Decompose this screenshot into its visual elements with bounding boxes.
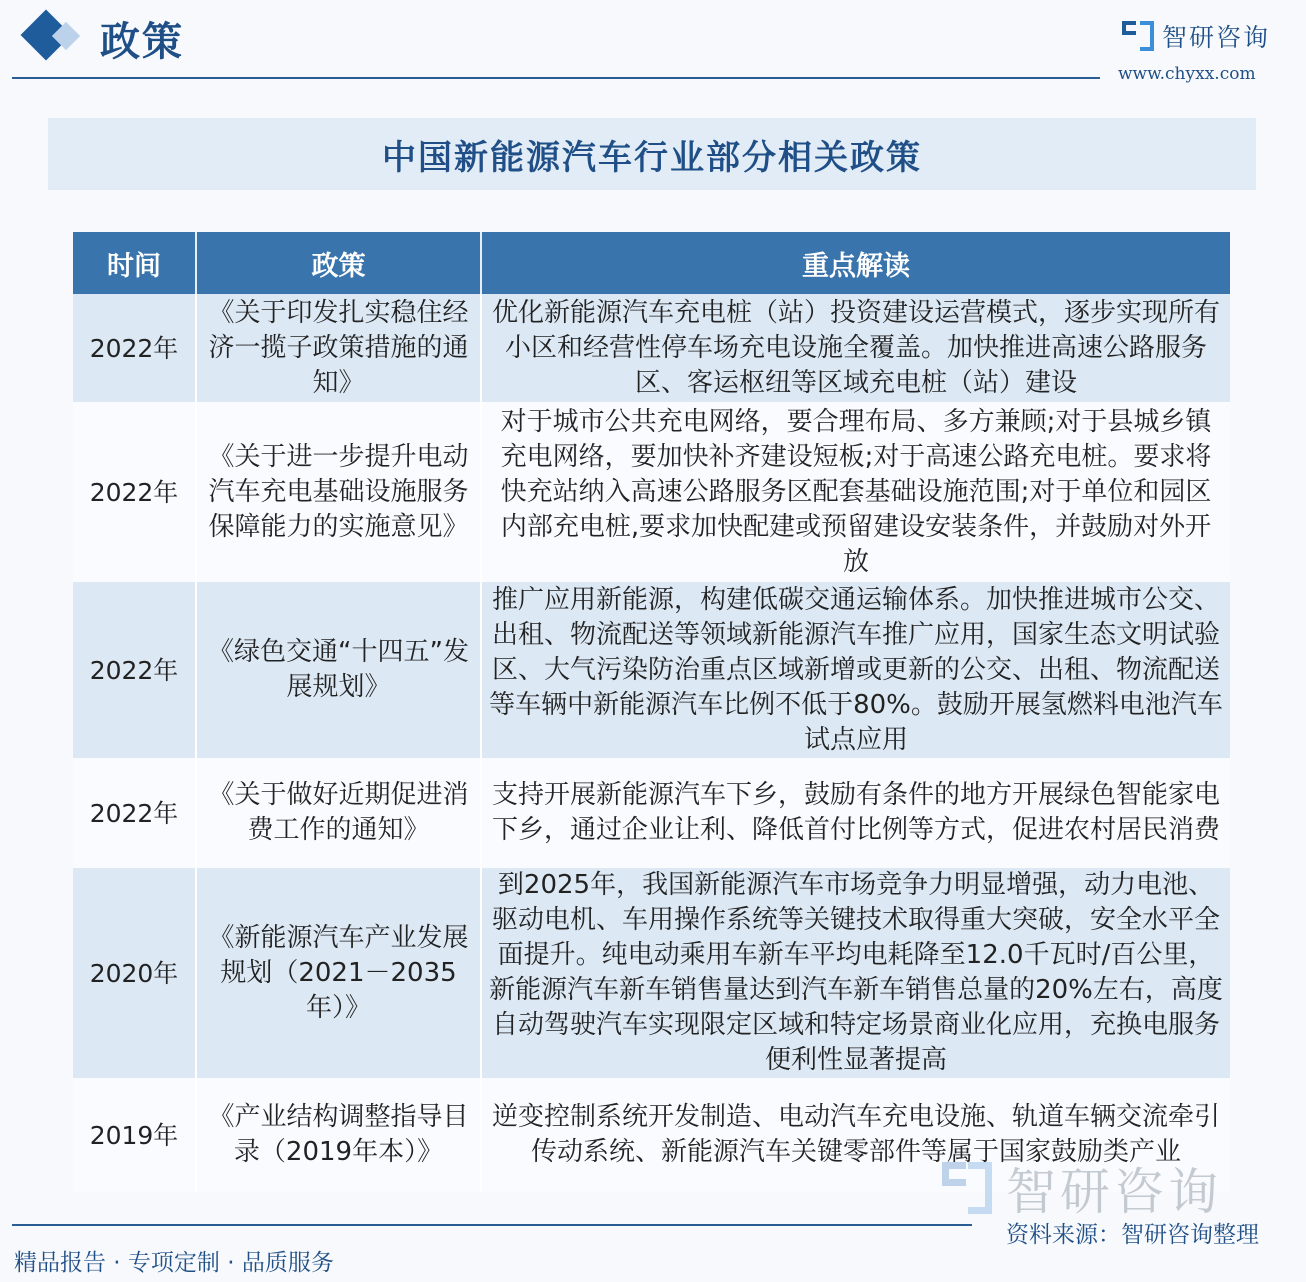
table-row: [73, 758, 1230, 868]
cell-summary: 支持开展新能源汽车下乡，鼓励有条件的地方开展绿色智能家电下乡，通过企业让利、降低首付比例等方式，促进农村居民消费: [481, 758, 1230, 868]
table-row: [73, 868, 1230, 1078]
cell-policy: 《绿色交通“十四五”发展规划》: [196, 582, 481, 758]
cell-policy: 《关于进一步提升电动汽车充电基础设施服务保障能力的实施意见》: [196, 402, 481, 582]
website-url: www.chyxx.com: [1118, 64, 1256, 84]
table-title: 中国新能源汽车行业部分相关政策: [382, 137, 922, 178]
cell-summary: 到2025年，我国新能源汽车市场竞争力明显增强，动力电池、驱动电机、车用操作系统等关键技术取得重大突破，安全水平全面提升。纯电动乘用车新车平均电耗降至12.0千瓦时/百公里，新能源汽车新车销售量达到汽车新车销售总量的20%左右，高度自动驾驶汽车实现限定区域和特定场景商业化应用，充换电服务便利性显著提高: [481, 868, 1230, 1078]
watermark-mark-icon: [942, 1162, 992, 1214]
watermark-logo: [942, 1152, 1222, 1224]
cell-year: 2020年: [73, 868, 196, 1078]
table-row: [73, 294, 1230, 402]
cell-policy: 《产业结构调整指导目录（2019年本）》: [196, 1078, 481, 1192]
cell-summary: 推广应用新能源，构建低碳交通运输体系。加快推进城市公交、出租、物流配送等领域新能源汽车推广应用，国家生态文明试验区、大气污染防治重点区域新增或更新的公交、出租、物流配送等车辆中新能源汽车比例不低于80%。鼓励开展氢燃料电池汽车试点应用: [481, 582, 1230, 758]
cell-policy: 《关于印发扎实稳住经济一揽子政策措施的通知》: [196, 294, 481, 402]
cell-year: 2022年: [73, 758, 196, 868]
cell-year: 2022年: [73, 294, 196, 402]
title-banner: [48, 118, 1256, 190]
cell-year: 2019年: [73, 1078, 196, 1192]
cell-policy: 《新能源汽车产业发展规划（2021－2035年）》: [196, 868, 481, 1078]
policy-table: [73, 232, 1230, 1192]
brand-logo: [1122, 18, 1270, 54]
table-row: [73, 582, 1230, 758]
cell-year: 2022年: [73, 402, 196, 582]
column-header-summary: 重点解读: [481, 232, 1230, 294]
footer-slogan: 精品报告 · 专项定制 · 品质服务: [14, 1250, 334, 1276]
cell-summary: 优化新能源汽车充电桩（站）投资建设运营模式，逐步实现所有小区和经营性停车场充电设施全覆盖。加快推进高速公路服务区、客运枢纽等区域充电桩（站）建设: [481, 294, 1230, 402]
section-title: 政策: [100, 19, 184, 65]
cell-summary: 逆变控制系统开发制造、电动汽车充电设施、轨道车辆交流牵引传动系统、新能源汽车关键零部件等属于国家鼓励类产业: [481, 1078, 1230, 1192]
cell-policy: 《关于做好近期促进消费工作的通知》: [196, 758, 481, 868]
footer-divider: [12, 1224, 972, 1226]
logo-text: 智研咨询: [1162, 23, 1271, 52]
source-note: 资料来源：智研咨询整理: [1006, 1222, 1259, 1248]
column-header-time: 时间: [73, 232, 196, 294]
header-divider: [12, 77, 1100, 79]
cell-summary: 对于城市公共充电网络，要合理布局、多方兼顾;对于县城乡镇充电网络，要加快补齐建设短板;对于高速公路充电桩。要求将快充站纳入高速公路服务区配套基础设施范围;对于单位和园区内部充电桩,要求加快配建或预留建设安装条件，并鼓励对外开放: [481, 402, 1230, 582]
column-header-policy: 政策: [196, 232, 481, 294]
cell-year: 2022年: [73, 582, 196, 758]
table-row: [73, 402, 1230, 582]
table-header-row: [73, 232, 1230, 294]
logo-mark-icon: [1122, 21, 1154, 51]
watermark-text: 智研咨询: [1006, 1163, 1222, 1221]
